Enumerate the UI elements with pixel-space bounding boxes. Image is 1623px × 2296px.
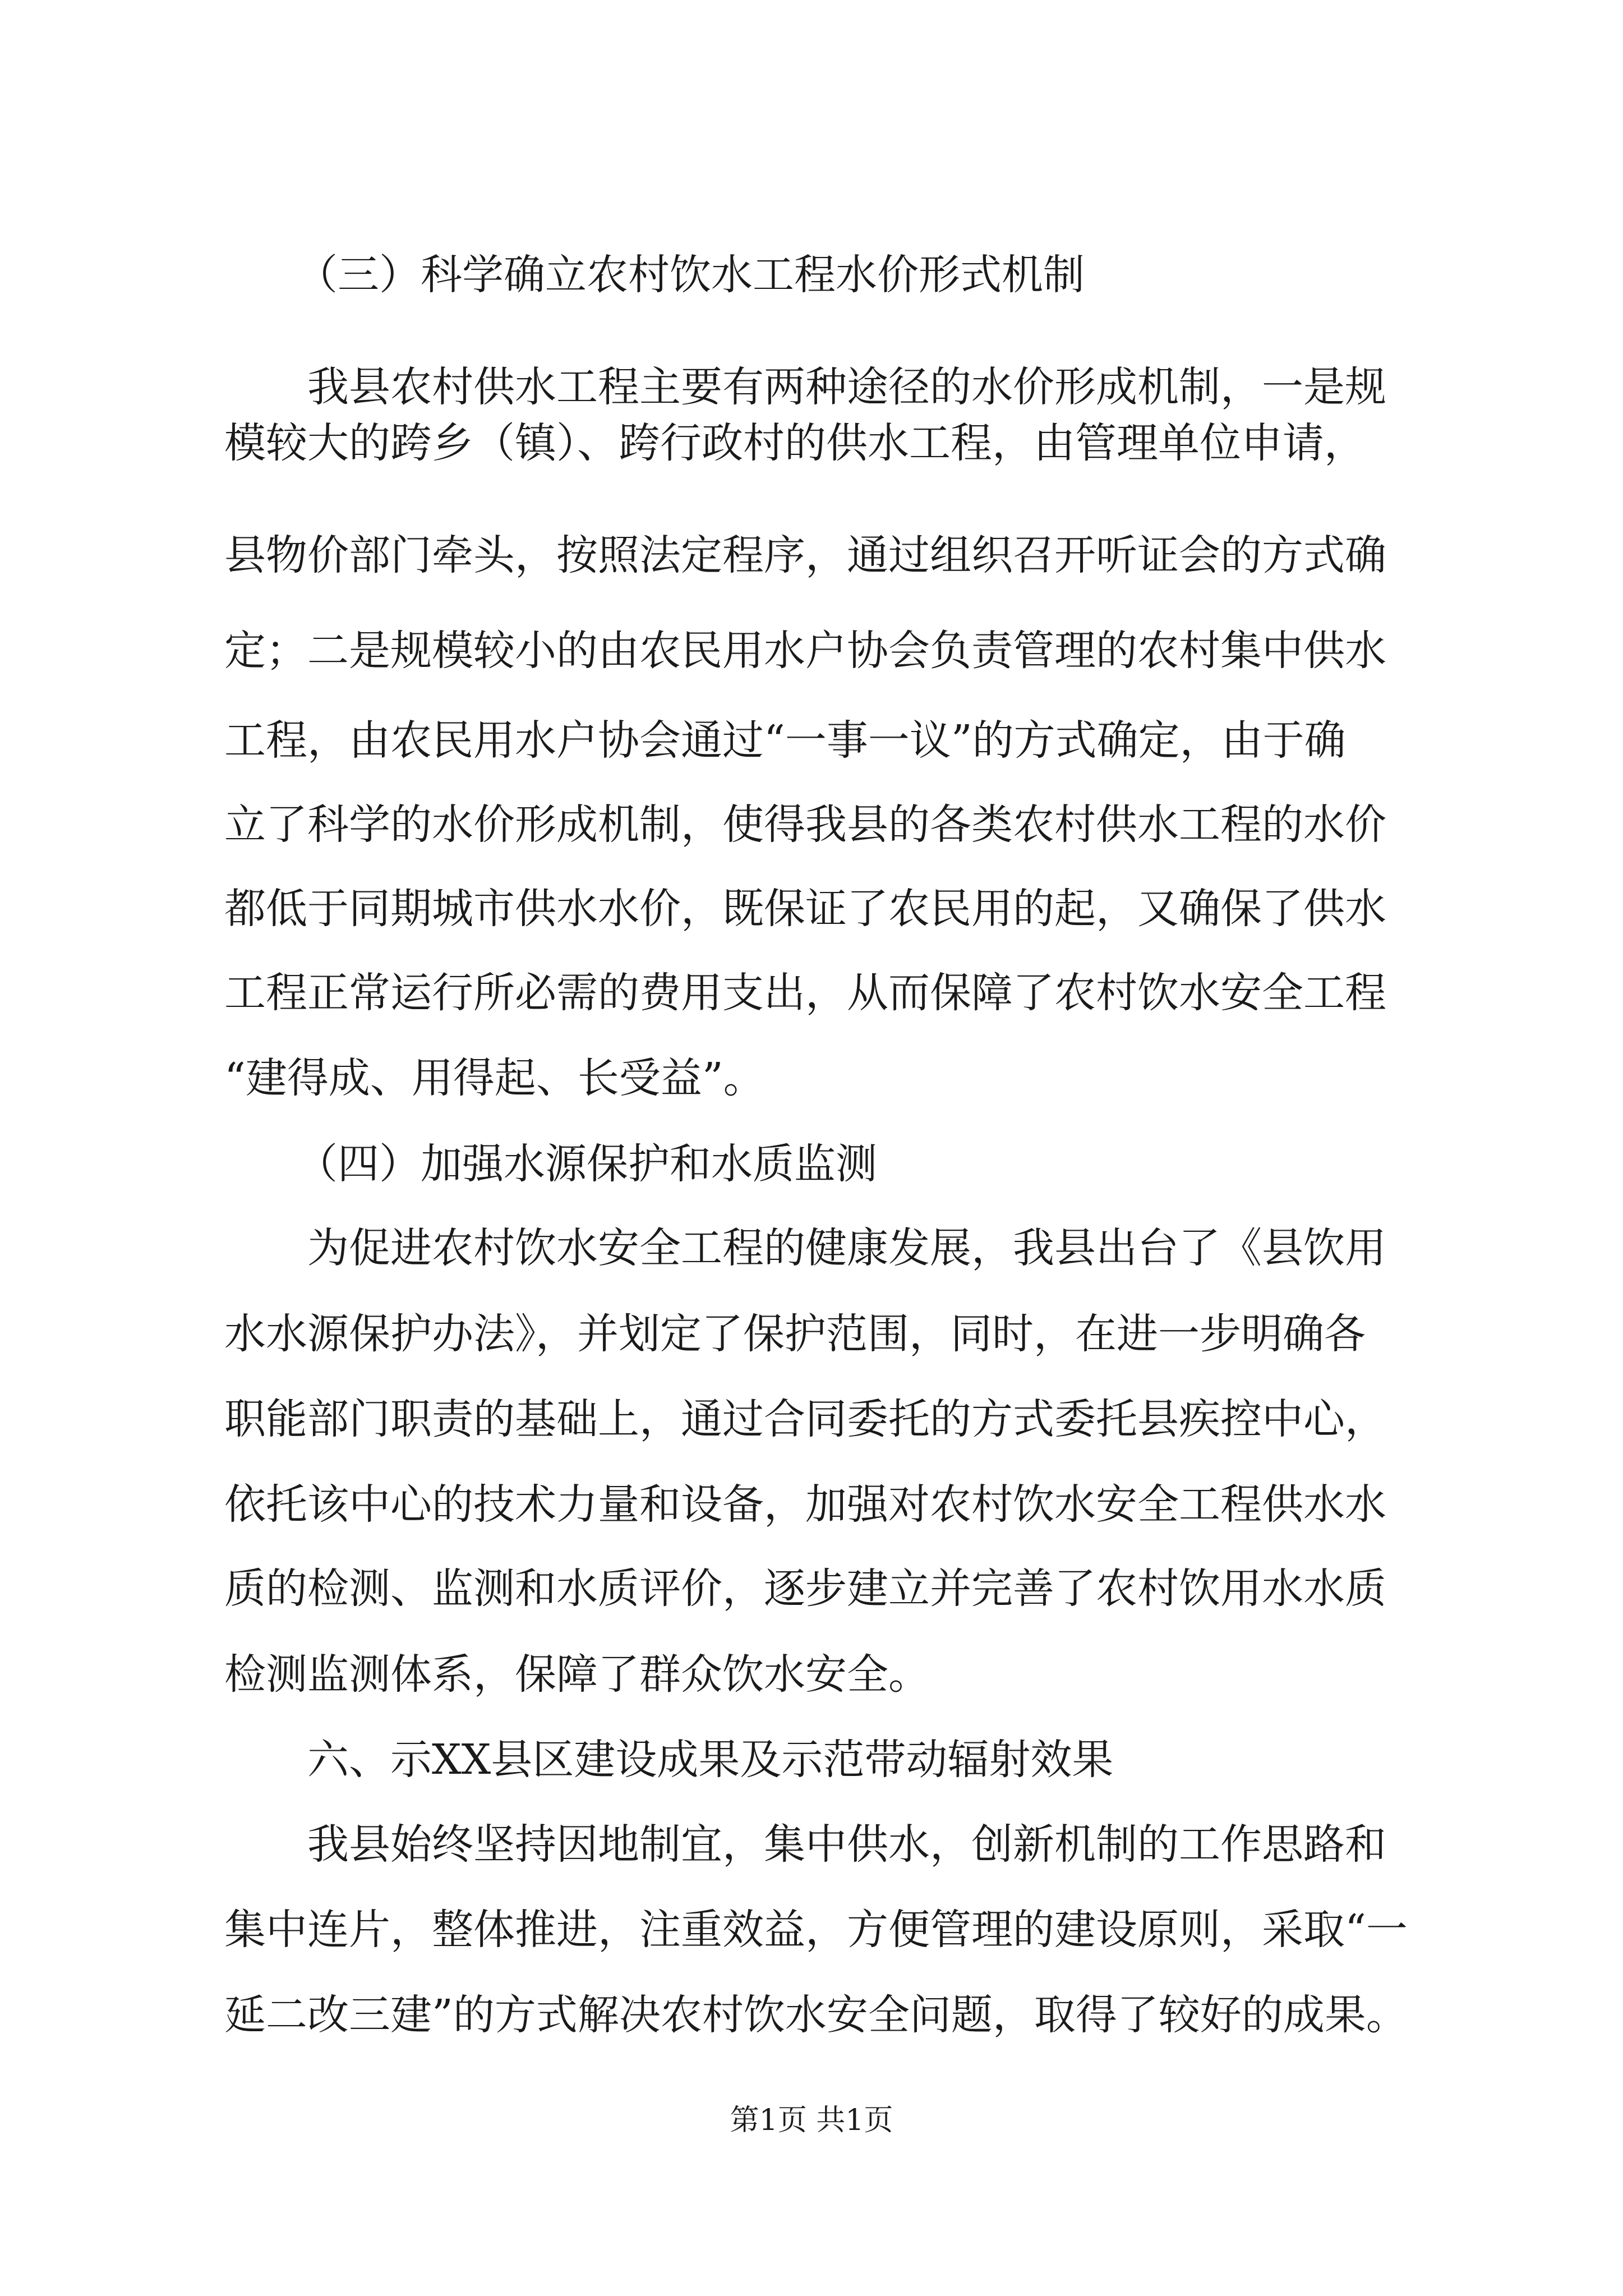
paragraph-line: 定；二是规模较小的由农民用水户协会负责管理的农村集中供水 [224,627,1386,675]
paragraph-line: 工程正常运行所必需的费用支出，从而保障了农村饮水安全工程 [224,969,1386,1017]
paragraph-line: 延二改三建”的方式解决农村饮水安全问题，取得了较好的成果。 [224,1991,1408,2039]
paragraph-line: 模较大的跨乡（镇）、跨行政村的供水工程，由管理单位申请， [224,419,1366,467]
paragraph-line: 都低于同期城市供水水价，既保证了农民用的起，又确保了供水 [224,885,1386,933]
paragraph-line: 水水源保护办法》，并划定了保护范围，同时，在进一步明确各 [224,1310,1366,1358]
paragraph-line: “建得成、用得起、长受益”。 [224,1054,765,1102]
paragraph-line: 依托该中心的技术力量和设备，加强对农村饮水安全工程供水水 [224,1480,1386,1529]
page-footer: 第1页 共1页 [730,2104,893,2137]
paragraph-line: 为促进农村饮水安全工程的健康发展，我县出台了《县饮用 [307,1224,1386,1272]
paragraph-line: 检测监测体系，保障了群众饮水安全。 [224,1650,930,1699]
paragraph-line: 立了科学的水价形成机制，使得我县的各类农村供水工程的水价 [224,800,1386,849]
paragraph-line: 职能部门职责的基础上，通过合同委托的方式委托县疾控中心， [224,1395,1386,1443]
heading-section-4: （四）加强水源保护和水质监测 [296,1140,877,1188]
heading-section-6: 六、示XX县区建设成果及示范带动辐射效果 [307,1736,1114,1784]
paragraph-line: 集中连片，整体推进，注重效益，方便管理的建设原则，采取“一 [224,1906,1408,1954]
heading-section-3: （三）科学确立农村饮水工程水价形式机制 [296,251,1085,299]
paragraph-line: 县物价部门牵头，按照法定程序，通过组织召开听证会的方式确 [224,531,1386,579]
paragraph-line: 质的检测、监测和水质评价，逐步建立并完善了农村饮用水水质 [224,1565,1386,1613]
paragraph-line: 我县农村供水工程主要有两种途径的水价形成机制，一是规 [307,363,1386,411]
paragraph-line: 工程，由农民用水户协会通过“一事一议”的方式确定，由于确 [224,716,1346,765]
paragraph-line: 我县始终坚持因地制宜，集中供水，创新机制的工作思路和 [307,1820,1386,1869]
